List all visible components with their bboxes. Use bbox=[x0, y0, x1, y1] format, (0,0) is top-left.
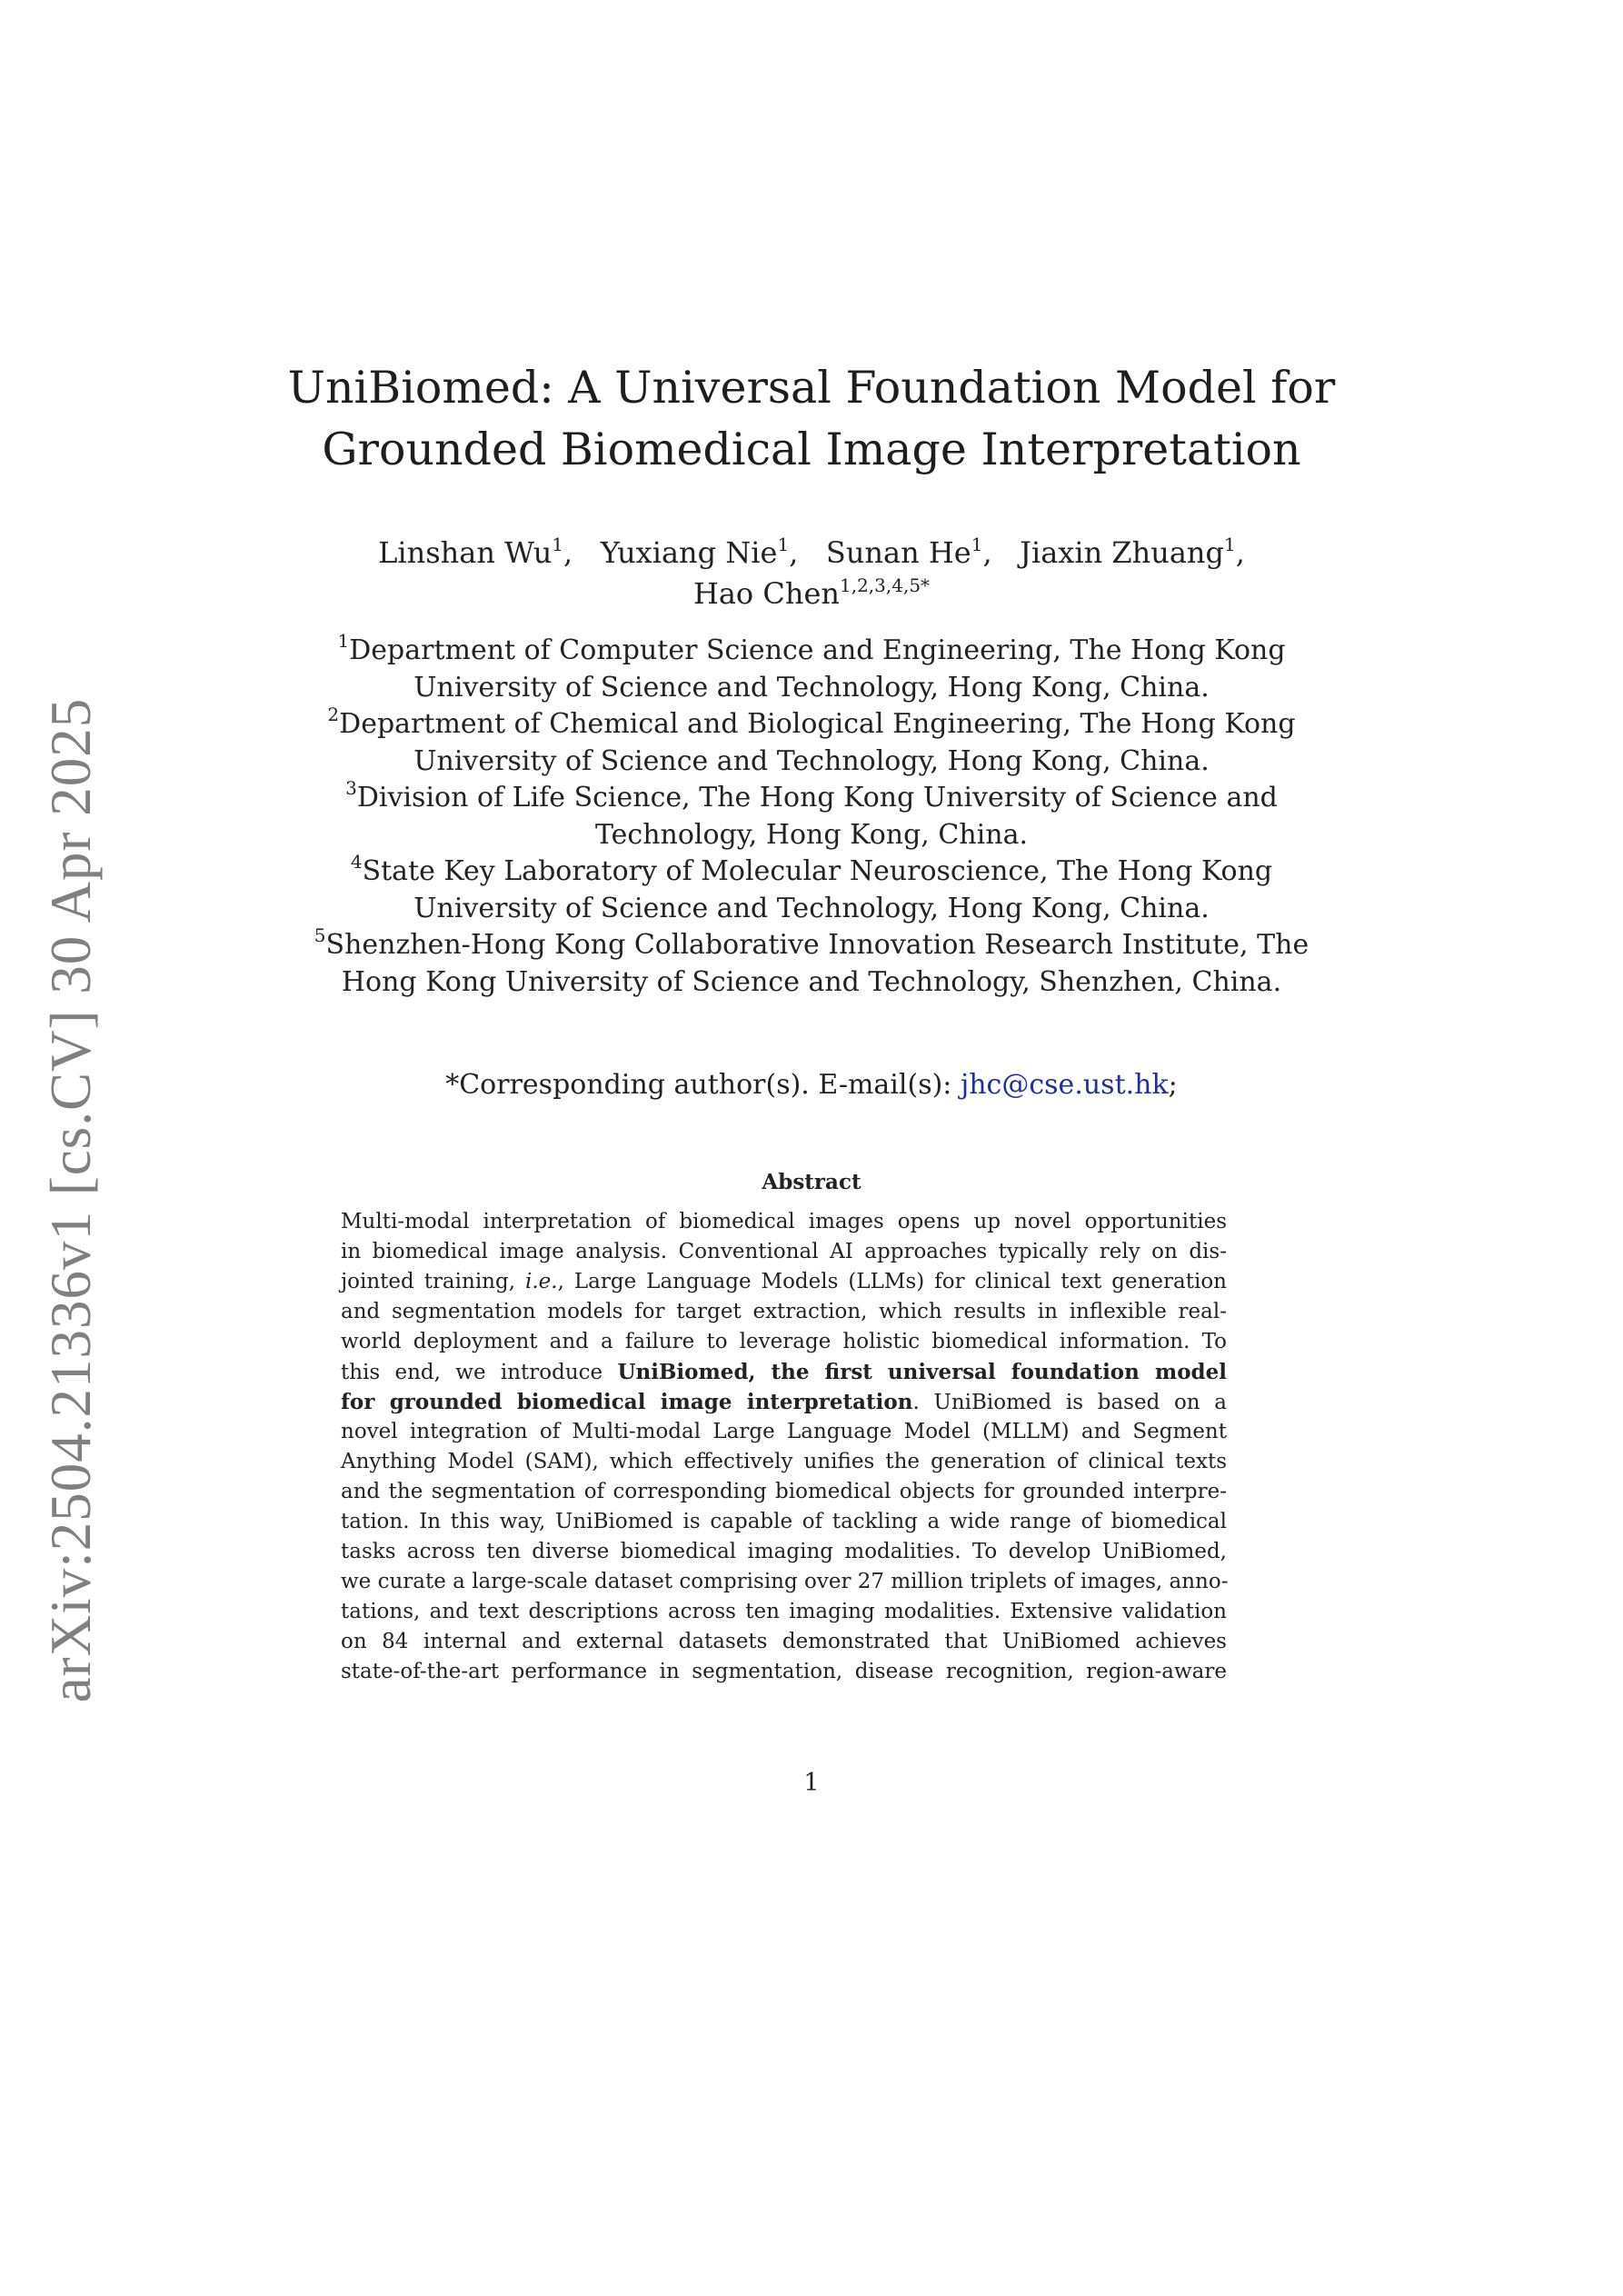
abstract-text: world deployment and a failure to leverage holistic biomedical information. To bbox=[341, 1330, 1227, 1353]
affiliation-marker: 4 bbox=[350, 851, 363, 873]
abstract-line bbox=[341, 1537, 1227, 1567]
abstract-text: state-of-the-art performance in segmentation, disease recognition, region-aware bbox=[341, 1660, 1227, 1683]
affiliation-4-line-2: University of Science and Technology, Hong Kong, China. bbox=[413, 892, 1210, 924]
author-line-2 bbox=[0, 574, 1623, 614]
paper-title-line-1: UniBiomed: A Universal Foundation Model for bbox=[287, 362, 1336, 414]
affiliation-text: Department of Computer Science and Engineering, The Hong Kong bbox=[349, 634, 1286, 666]
author-separator: , bbox=[789, 535, 817, 570]
abstract-line bbox=[341, 1417, 1227, 1447]
abstract-text: tasks across ten diverse biomedical imaging modalities. To develop UniBiomed, bbox=[341, 1540, 1227, 1563]
abstract-line bbox=[341, 1297, 1227, 1327]
abstract-text: in biomedical image analysis. Conventional AI approaches typically rely on dis- bbox=[341, 1240, 1227, 1263]
affiliation-marker: 1 bbox=[337, 630, 350, 652]
author-affiliation-marker: 1 bbox=[1223, 534, 1236, 555]
paper-title-line-2: Grounded Biomedical Image Interpretation bbox=[322, 424, 1301, 475]
paper-title bbox=[0, 357, 1623, 481]
author bbox=[601, 535, 817, 570]
abstract-bold-text: UniBiomed, the first universal foundation model bbox=[617, 1360, 1227, 1384]
affiliation-text: Department of Chemical and Biological Engineering, The Hong Kong bbox=[339, 708, 1296, 740]
abstract-line bbox=[341, 1627, 1227, 1657]
abstract-line bbox=[341, 1237, 1227, 1267]
abstract-text: and segmentation models for target extraction, which results in inflexible real- bbox=[341, 1300, 1227, 1323]
arxiv-identifier-text: arXiv:2504.21336v1 [cs.CV] 30 Apr 2025 bbox=[39, 697, 104, 1702]
abstract-text: on 84 internal and external datasets demonstrated that UniBiomed achieves bbox=[341, 1630, 1227, 1653]
affiliation-text: State Key Laboratory of Molecular Neuroscience, The Hong Kong bbox=[362, 855, 1273, 887]
author-name: Sunan He bbox=[825, 535, 971, 570]
author bbox=[1020, 535, 1245, 570]
affiliation-3-line-1 bbox=[0, 777, 1623, 817]
author bbox=[693, 576, 930, 611]
abstract-bold-text: for grounded biomedical image interpretation bbox=[341, 1390, 913, 1414]
page-number: 1 bbox=[803, 1769, 820, 1797]
author-affiliation-marker: 1 bbox=[552, 534, 564, 555]
abstract-text: tations, and text descriptions across ten imaging modalities. Extensive validation bbox=[341, 1600, 1227, 1623]
author-name: Hao Chen bbox=[692, 576, 840, 611]
abstract-text: Anything Model (SAM), which effectively unifies the generation of clinical texts bbox=[341, 1450, 1227, 1473]
abstract-heading: Abstract bbox=[762, 1170, 861, 1194]
abstract-text: novel integration of Multi-modal Large Language Model (MLLM) and Segment bbox=[341, 1420, 1227, 1443]
affiliation-4-line-1 bbox=[0, 851, 1623, 891]
author-separator: , bbox=[563, 535, 592, 570]
corresponding-author-suffix: ; bbox=[1168, 1069, 1178, 1101]
affiliation-text: Division of Life Science, The Hong Kong University of Science and bbox=[356, 782, 1278, 814]
abstract-body bbox=[341, 1207, 1227, 1687]
affiliation-1-line-2: University of Science and Technology, Hong Kong, China. bbox=[413, 671, 1210, 704]
abstract-text: Multi-modal interpretation of biomedical images opens up novel opportunities bbox=[341, 1210, 1227, 1233]
abstract-line bbox=[341, 1447, 1227, 1477]
affiliation-5-line-2: Hong Kong University of Science and Technology, Shenzhen, China. bbox=[341, 965, 1282, 998]
affiliation-marker: 2 bbox=[327, 704, 340, 725]
abstract-line bbox=[341, 1477, 1227, 1507]
abstract-text: this end, we introduce bbox=[341, 1361, 618, 1384]
author-name: Jiaxin Zhuang bbox=[1020, 535, 1224, 570]
corresponding-author-label: *Corresponding author(s). E-mail(s): bbox=[445, 1069, 961, 1101]
abstract-line bbox=[341, 1267, 1227, 1297]
author bbox=[378, 535, 591, 570]
author-list bbox=[0, 533, 1623, 614]
abstract-text: tation. In this way, UniBiomed is capable of tackling a wide range of biomedical bbox=[341, 1510, 1227, 1533]
abstract-line bbox=[341, 1387, 1227, 1417]
affiliation-list bbox=[0, 630, 1623, 1001]
abstract-line bbox=[341, 1597, 1227, 1627]
author-name: Linshan Wu bbox=[378, 535, 553, 570]
abstract-text: we curate a large-scale dataset comprising over 27 million triplets of images, anno- bbox=[341, 1570, 1229, 1593]
affiliation-5-line-1 bbox=[0, 924, 1623, 964]
author-name: Yuxiang Nie bbox=[600, 535, 778, 570]
author-affiliation-marker: 1 bbox=[971, 534, 983, 555]
author-affiliation-marker: 1,2,3,4,5* bbox=[840, 574, 931, 596]
author-line-1 bbox=[0, 533, 1623, 574]
abstract-line bbox=[341, 1207, 1227, 1237]
abstract-line bbox=[341, 1327, 1227, 1357]
affiliation-3-line-2: Technology, Hong Kong, China. bbox=[594, 818, 1028, 851]
author bbox=[826, 535, 1011, 570]
abstract-line bbox=[341, 1357, 1227, 1387]
affiliation-text: Shenzhen-Hong Kong Collaborative Innovation Research Institute, The bbox=[325, 929, 1309, 961]
author-affiliation-marker: 1 bbox=[777, 534, 790, 555]
author-separator: , bbox=[1235, 535, 1245, 570]
abstract-text: , Large Language Models (LLMs) for clinical text generation bbox=[557, 1270, 1227, 1293]
affiliation-2-line-2: University of Science and Technology, Hong Kong, China. bbox=[413, 744, 1210, 777]
affiliation-marker: 3 bbox=[345, 777, 357, 799]
abstract-line bbox=[341, 1657, 1227, 1687]
corresponding-email-link[interactable]: jhc@cse.ust.hk bbox=[960, 1069, 1169, 1101]
affiliation-1-line-1 bbox=[0, 630, 1623, 670]
affiliation-marker: 5 bbox=[314, 924, 326, 946]
author-separator: , bbox=[982, 535, 1011, 570]
abstract-line bbox=[341, 1507, 1227, 1537]
abstract-italic-text: i.e. bbox=[525, 1270, 558, 1293]
abstract-text: jointed training, bbox=[341, 1270, 525, 1293]
affiliation-2-line-1 bbox=[0, 706, 1623, 744]
abstract-text: . UniBiomed is based on a bbox=[912, 1391, 1227, 1414]
corresponding-author-line bbox=[0, 1067, 1623, 1103]
abstract-line bbox=[341, 1567, 1227, 1597]
abstract-text: and the segmentation of corresponding biomedical objects for grounded interpre- bbox=[341, 1480, 1227, 1503]
